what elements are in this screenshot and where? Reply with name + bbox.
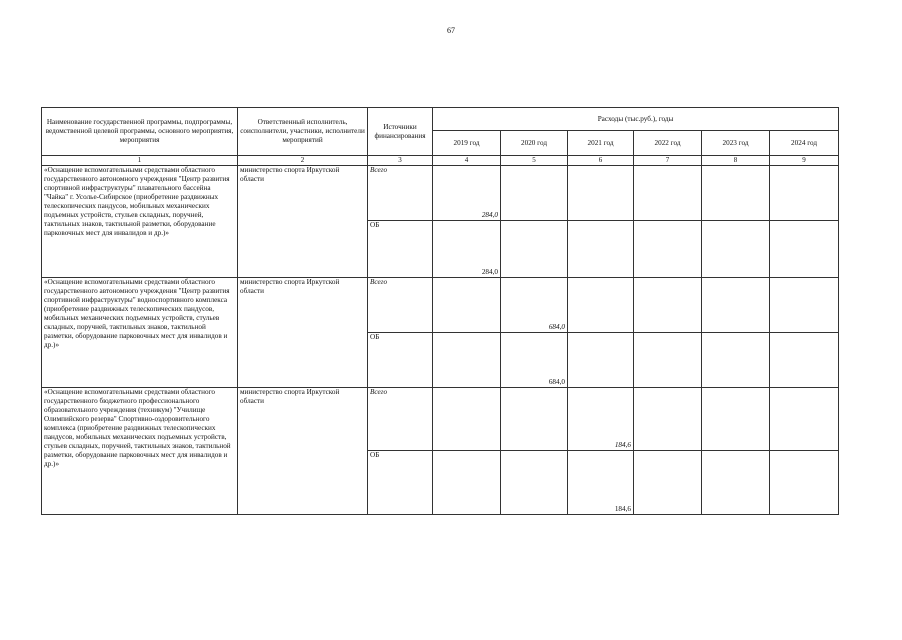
value-cell: [634, 166, 702, 221]
value-cell: [568, 221, 634, 278]
value-cell: [770, 166, 839, 221]
value-cell: [568, 278, 634, 333]
header-year: 2023 год: [702, 131, 770, 156]
column-number: 1: [42, 156, 238, 166]
value-cell: [770, 333, 839, 388]
value-cell: 184,6: [568, 451, 634, 515]
value-cell: [501, 166, 568, 221]
value-cell: 684,0: [501, 333, 568, 388]
value-cell: 184,6: [568, 388, 634, 451]
column-number: 4: [433, 156, 501, 166]
value-cell: [634, 388, 702, 451]
source-ob: ОБ: [368, 451, 433, 515]
value-cell: [568, 166, 634, 221]
value-cell: [501, 221, 568, 278]
value-cell: [501, 451, 568, 515]
value-cell: [702, 388, 770, 451]
value-cell: 284,0: [433, 221, 501, 278]
column-number: 8: [702, 156, 770, 166]
value-cell: [702, 166, 770, 221]
header-year: 2020 год: [501, 131, 568, 156]
event-executor: министерство спорта Иркутской области: [238, 388, 368, 515]
column-number: 7: [634, 156, 702, 166]
header-year: 2019 год: [433, 131, 501, 156]
column-number: 3: [368, 156, 433, 166]
column-number: 2: [238, 156, 368, 166]
table-row: [42, 388, 839, 451]
source-total: Всего: [368, 166, 433, 221]
value-cell: 684,0: [501, 278, 568, 333]
value-cell: [568, 333, 634, 388]
header-executor: Ответственный исполнитель, соисполнители, участники, исполнители мероприятий: [238, 108, 368, 156]
value-cell: [501, 388, 568, 451]
event-name: «Оснащение вспомогательными средствами областного государственного автономного учреждения "Центр развития спортивной инфраструктуры" плавательного бассейна "Чайка" г. Усолье-Сибирское (приобретение раздвижных телескопических пандусов, мобильных механических подъемных устройств, стульев складных, поручней, тактильных знаков, тактильной разметки, оборудование парковочных мест для инвалидов и др.)»: [42, 166, 238, 278]
value-cell: [634, 451, 702, 515]
value-cell: [702, 278, 770, 333]
value-cell: [433, 388, 501, 451]
column-number: 5: [501, 156, 568, 166]
source-total: Всего: [368, 278, 433, 333]
table-row: [42, 166, 839, 221]
header-year: 2022 год: [634, 131, 702, 156]
source-ob: ОБ: [368, 221, 433, 278]
header-expenses: Расходы (тыс.руб.), годы: [433, 108, 839, 131]
budget-table: [41, 107, 839, 515]
column-number: 9: [770, 156, 839, 166]
value-cell: [702, 221, 770, 278]
value-cell: [770, 451, 839, 515]
value-cell: [770, 221, 839, 278]
event-name: «Оснащение вспомогательными средствами областного государственного автономного учреждения "Центр развития спортивной инфраструктуры" водноспортивного комплекса (приобретение раздвижных телескопических пандусов, мобильных механических подъемных устройств, стульев складных, поручней, тактильных знаков, тактильной разметки, оборудование парковочных мест для инвалидов и др.)»: [42, 278, 238, 388]
event-name: «Оснащение вспомогательными средствами областного государственного бюджетного профессионального образовательного учреждения (техникум) "Училище Олимпийского резерва" Спортивно-оздоровительного комплекса (приобретение раздвижных телескопических пандусов, мобильных механических подъемных устройств, стульев складных, поручней, тактильных знаков, тактильной разметки, оборудование парковочных мест для инвалидов и др.)»: [42, 388, 238, 515]
value-cell: [770, 278, 839, 333]
page-number: 67: [447, 26, 455, 35]
value-cell: [433, 333, 501, 388]
column-number: 6: [568, 156, 634, 166]
header-year: 2021 год: [568, 131, 634, 156]
value-cell: [770, 388, 839, 451]
source-ob: ОБ: [368, 333, 433, 388]
value-cell: 284,0: [433, 166, 501, 221]
value-cell: [433, 278, 501, 333]
value-cell: [634, 278, 702, 333]
header-source: Источники финансирования: [368, 108, 433, 156]
source-total: Всего: [368, 388, 433, 451]
value-cell: [634, 221, 702, 278]
header-name: Наименование государственной программы, подпрограммы, ведомственной целевой программы, основного мероприятия, мероприятия: [42, 108, 238, 156]
event-executor: министерство спорта Иркутской области: [238, 166, 368, 278]
value-cell: [702, 333, 770, 388]
event-executor: министерство спорта Иркутской области: [238, 278, 368, 388]
table-row: [42, 278, 839, 333]
value-cell: [433, 451, 501, 515]
value-cell: [634, 333, 702, 388]
value-cell: [702, 451, 770, 515]
header-year: 2024 год: [770, 131, 839, 156]
